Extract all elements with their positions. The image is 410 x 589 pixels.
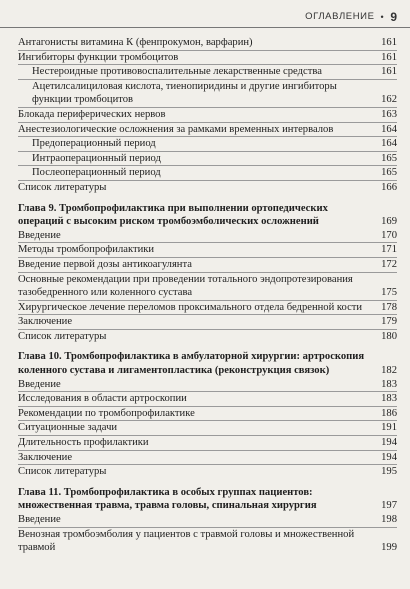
toc-page-number: 170 <box>381 229 397 241</box>
toc-entry[interactable] <box>18 229 397 244</box>
toc-entry[interactable] <box>18 36 397 51</box>
toc-entry-title: Введение первой дозы антикоагулянта <box>18 258 192 270</box>
toc-entry[interactable] <box>18 330 397 344</box>
toc-entry-title: Список литературы <box>18 466 107 478</box>
toc-entry-title: Введение <box>18 514 61 525</box>
running-header <box>0 9 397 24</box>
toc-entry-title: Ингибиторы функции тромбоцитов <box>18 51 179 63</box>
toc-page-number: 186 <box>381 407 397 419</box>
toc-page-number: 169 <box>381 216 397 228</box>
toc-entry[interactable] <box>18 513 397 528</box>
toc-entry[interactable] <box>18 392 397 407</box>
toc-entry-title: Список литературы <box>18 330 107 342</box>
toc-entry-title: Заключение <box>18 316 73 328</box>
page-number: 9 <box>390 9 397 24</box>
toc-entry[interactable] <box>18 378 397 393</box>
toc-entry-title: Рекомендации по тромбопрофилактике <box>18 407 195 419</box>
toc-entry-title: Послеоперационный период <box>32 167 161 179</box>
toc-page-number: 175 <box>381 287 397 299</box>
toc-subentry[interactable] <box>18 137 397 152</box>
toc-page-number: 161 <box>381 51 397 63</box>
toc-page-number: 180 <box>381 330 397 342</box>
header-separator: • <box>380 11 385 22</box>
toc-page-number: 161 <box>381 37 397 48</box>
toc-page-number: 195 <box>381 466 397 478</box>
toc-page-number: 194 <box>381 451 397 463</box>
toc-entry-title: Интраоперационный период <box>32 152 161 164</box>
toc-entry-title: Введение <box>18 378 61 390</box>
toc-entry[interactable] <box>18 465 397 479</box>
toc-entry-title: Список литературы <box>18 181 107 193</box>
toc-entry-title: Блокада периферических нервов <box>18 108 166 120</box>
toc-page-number: 166 <box>381 181 397 193</box>
toc-chapter[interactable] <box>18 350 397 377</box>
toc-subentry[interactable] <box>18 152 397 167</box>
toc-entry-title: Исследования в области артроскопии <box>18 393 187 405</box>
toc-page-number: 178 <box>381 301 397 313</box>
toc-entry-title: Венозная тромбоэмболия у пациентов с травмой головы и множественной травмой <box>18 528 355 554</box>
toc-entry[interactable] <box>18 421 397 436</box>
toc-entry-title: Глава 11. Тромбопрофилактика в особых группах пациентов: множественная травма, травма головы, спинальная хирургия <box>18 486 317 512</box>
toc-entry[interactable] <box>18 451 397 466</box>
toc-subentry[interactable] <box>18 80 397 108</box>
toc-entry[interactable] <box>18 436 397 451</box>
toc-entry[interactable] <box>18 301 397 316</box>
toc-entry[interactable] <box>18 51 397 66</box>
toc-entry[interactable] <box>18 258 397 273</box>
toc-page-number: 165 <box>381 167 397 179</box>
toc-entry-title: Ситуационные задачи <box>18 422 118 434</box>
toc-page-number: 182 <box>381 365 397 377</box>
toc-entry[interactable] <box>18 528 397 555</box>
toc-entry-title: Анестезиологические осложнения за рамками временных интервалов <box>18 123 334 135</box>
toc-entry[interactable] <box>18 123 397 138</box>
toc-entry-title: Нестероидные противовоспалительные лекарственные средства <box>32 66 322 78</box>
toc-page-number: 165 <box>381 152 397 164</box>
toc-subentry[interactable] <box>18 166 397 181</box>
toc-page-number: 172 <box>381 258 397 270</box>
toc-entry[interactable] <box>18 273 397 301</box>
toc-page-number: 179 <box>381 316 397 328</box>
toc-entry[interactable] <box>18 243 397 258</box>
toc-entry-title: Длительность профилактики <box>18 437 149 449</box>
toc-page-number: 164 <box>381 123 397 135</box>
toc-chapter[interactable] <box>18 486 397 513</box>
toc-entry-title: Заключение <box>18 451 73 463</box>
toc-page-number: 171 <box>381 244 397 256</box>
table-of-contents <box>18 36 397 555</box>
toc-entry[interactable] <box>18 407 397 422</box>
toc-page-number: 191 <box>381 422 397 434</box>
toc-page-number: 164 <box>381 138 397 150</box>
toc-page-number: 197 <box>381 500 397 512</box>
toc-page-number: 163 <box>381 108 397 120</box>
toc-page-number: 183 <box>381 393 397 405</box>
toc-page-number: 162 <box>381 94 397 106</box>
section-title: ОГЛАВЛЕНИЕ <box>305 11 375 22</box>
header-rule <box>0 27 410 28</box>
toc-page-number: 161 <box>381 66 397 78</box>
toc-page-number: 199 <box>381 542 397 554</box>
toc-subentry[interactable] <box>18 65 397 80</box>
toc-entry-title: Ацетилсалициловая кислота, тиенопиридины и другие ингибиторы функции тромбоцитов <box>32 80 337 106</box>
toc-page-number: 198 <box>381 514 397 525</box>
toc-entry[interactable] <box>18 315 397 330</box>
toc-chapter[interactable] <box>18 202 397 229</box>
toc-entry-title: Глава 10. Тромбопрофилактика в амбулаторной хирургии: артроскопия коленного сустава и лигаментопластика (реконструкция связок) <box>18 351 365 377</box>
toc-entry[interactable] <box>18 108 397 123</box>
toc-entry-title: Глава 9. Тромбопрофилактика при выполнении ортопедических операций с высоким риском тромбоэмболических осложнений <box>18 202 328 228</box>
toc-entry-title: Хирургическое лечение переломов проксимального отдела бедренной кости <box>18 301 363 313</box>
toc-entry-title: Предоперационный период <box>32 138 156 150</box>
toc-page-number: 194 <box>381 437 397 449</box>
toc-entry-title: Методы тромбопрофилактики <box>18 244 155 256</box>
toc-page-number: 183 <box>381 378 397 390</box>
toc-entry-title: Основные рекомендации при проведении тотального эндопротезирования тазобедренного или коленного сустава <box>18 273 353 299</box>
toc-entry[interactable] <box>18 181 397 195</box>
toc-entry-title: Антагонисты витамина К (фенпрокумон, варфарин) <box>18 37 253 48</box>
toc-entry-title: Введение <box>18 229 61 241</box>
